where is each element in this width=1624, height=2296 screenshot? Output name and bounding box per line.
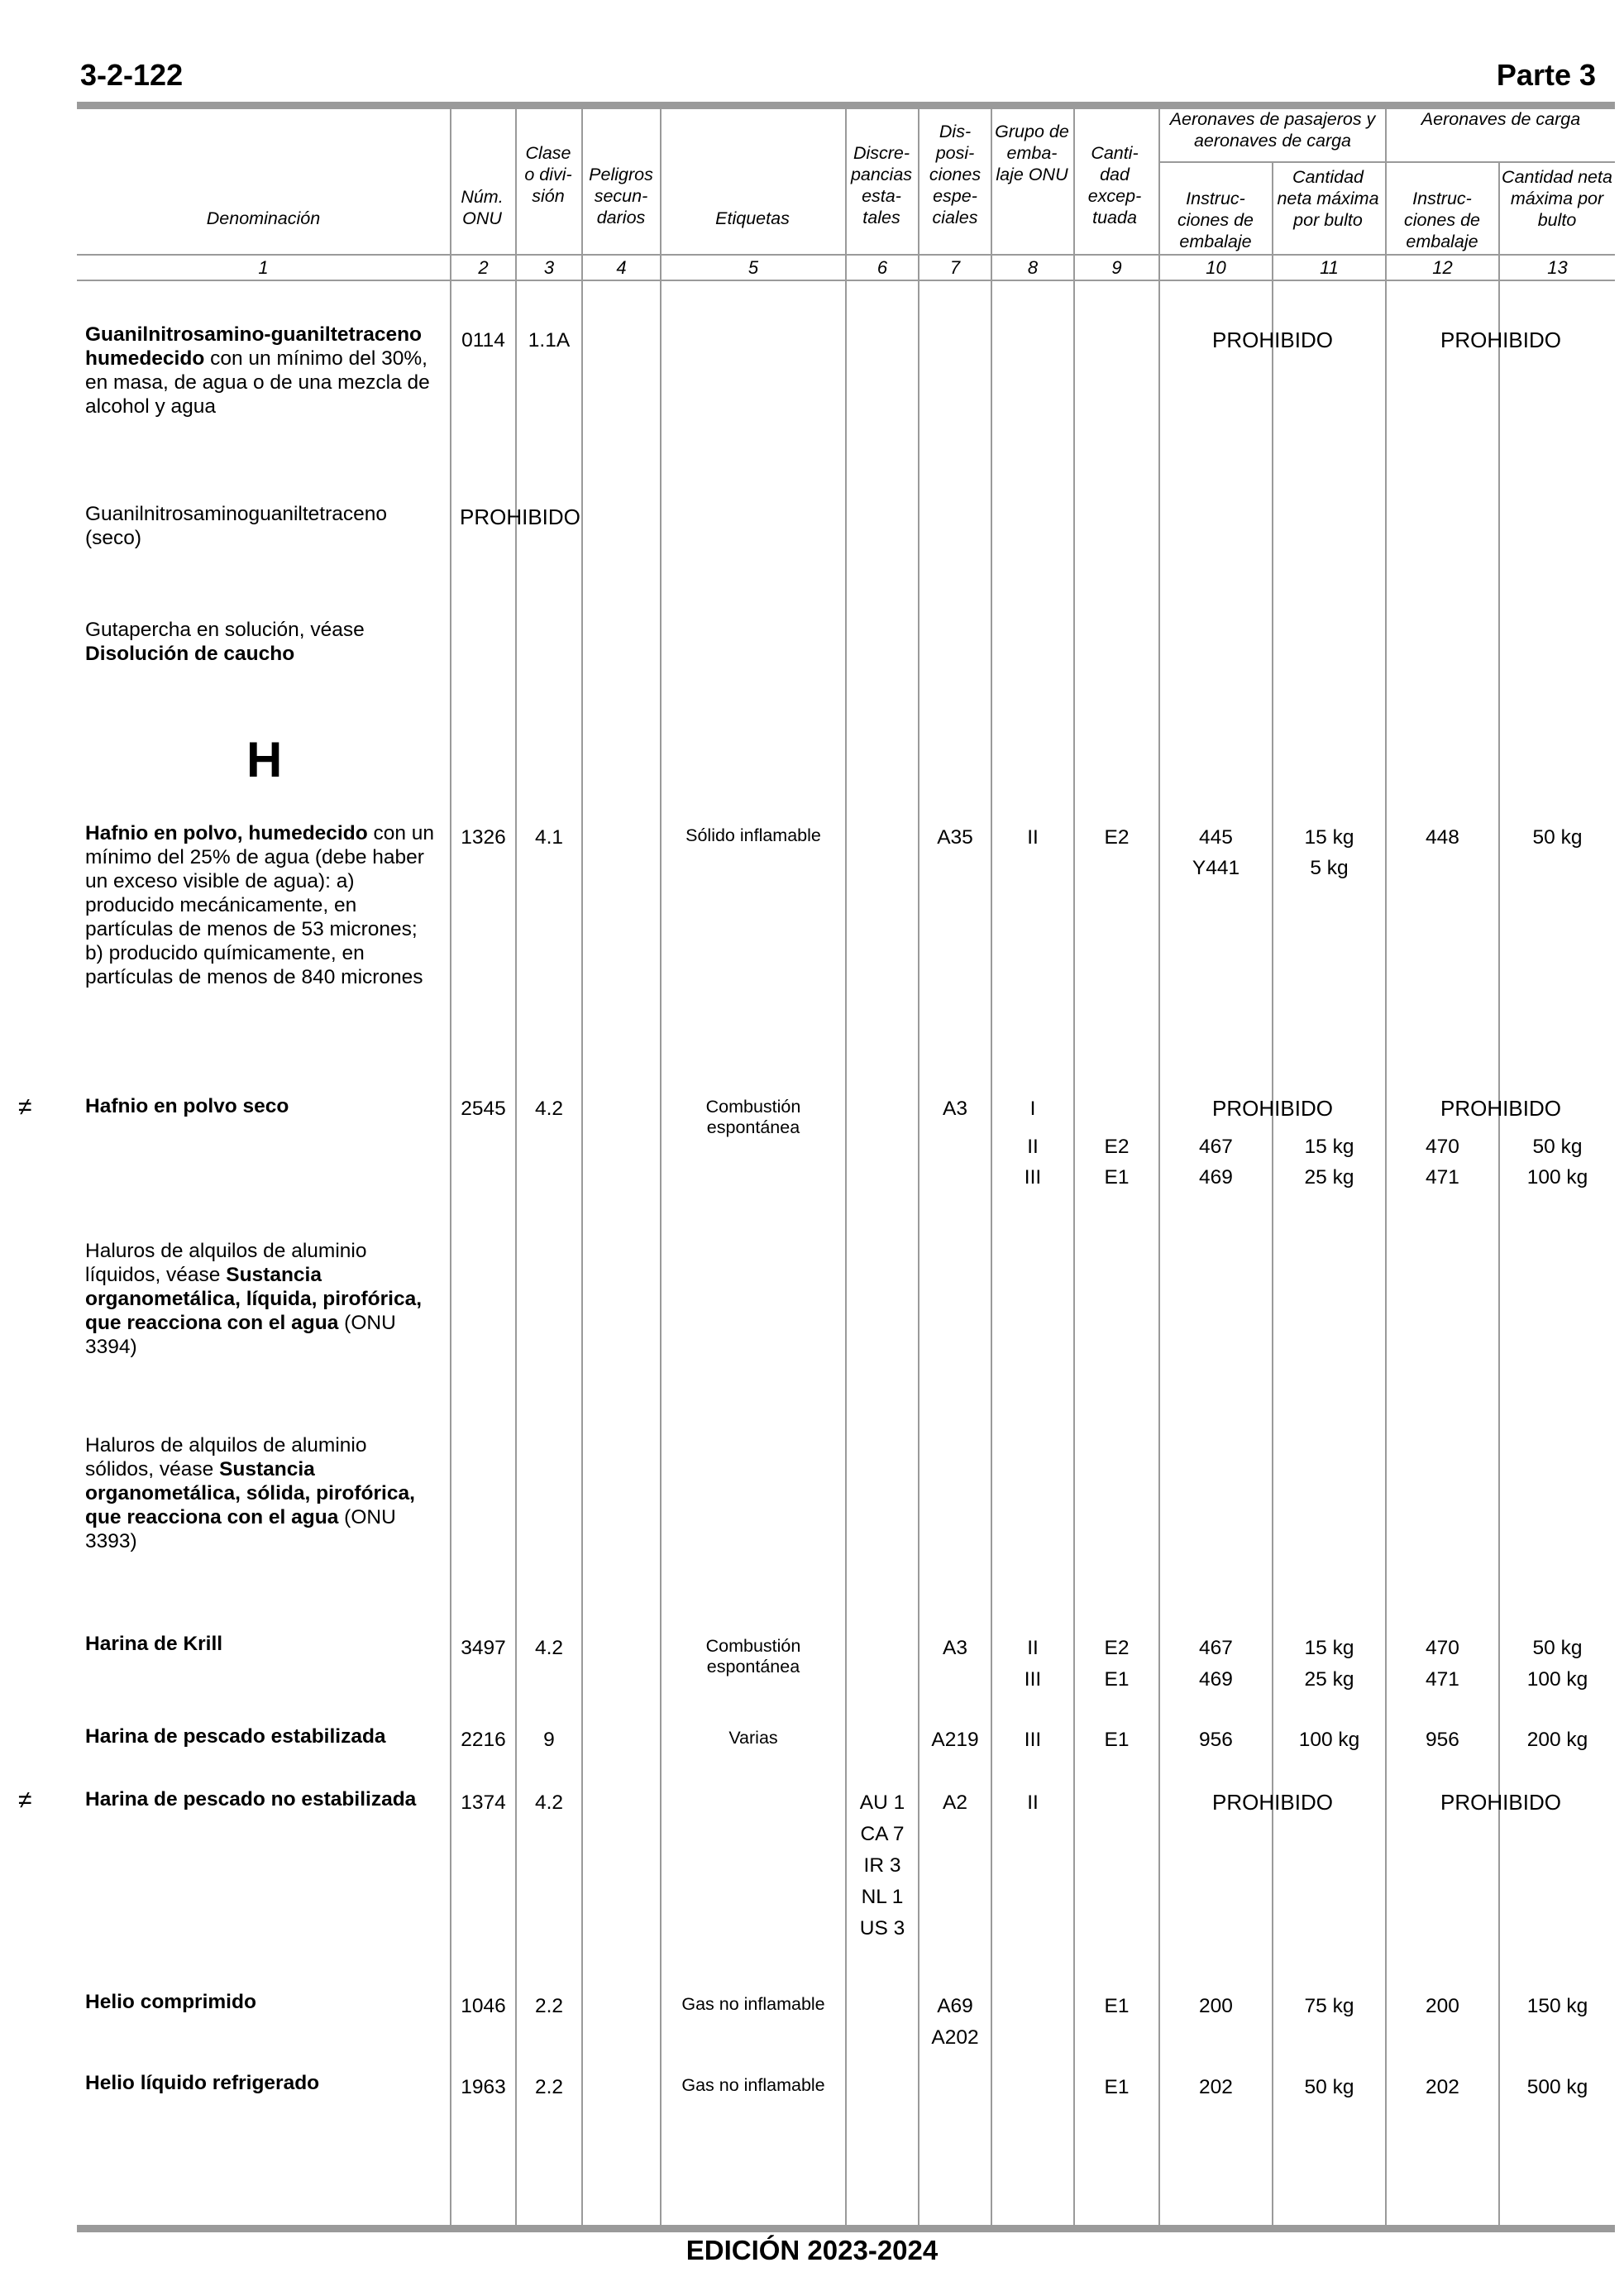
- row-class: 4.2: [534, 1637, 564, 1659]
- row-special-provision: A3: [943, 1098, 967, 1120]
- column-number: 7: [949, 257, 961, 278]
- row-cargo-instruction: 471: [1426, 1166, 1459, 1189]
- row-excepted-qty: E2: [1104, 1637, 1130, 1659]
- row-discrepancy: NL 1: [861, 1886, 904, 1908]
- row-un-number: 3497: [461, 1637, 506, 1659]
- row-special-provision: A69: [937, 1995, 973, 2017]
- row-cargo-quantity: 200 kg: [1526, 1729, 1588, 1751]
- row-prohibited: PROHIBIDO: [460, 505, 580, 529]
- row-label: Gas no inflamable: [681, 1994, 825, 2014]
- col-divider: [515, 106, 517, 2227]
- row-class: 1.1A: [528, 329, 571, 352]
- row-packing-group: I: [1029, 1098, 1036, 1120]
- column-number: 6: [876, 257, 888, 278]
- row-excepted-qty: E1: [1104, 1166, 1130, 1189]
- row-discrepancy: AU 1: [859, 1791, 905, 1814]
- row-pax-prohibited: PROHIBIDO: [1212, 328, 1333, 352]
- header-cantidad-neta-carga: Cantidad neta máxima por bulto: [1502, 167, 1612, 230]
- edition-footer: EDICIÓN 2023-2024: [685, 2235, 939, 2265]
- row-un-number: 1326: [461, 826, 506, 849]
- row-class: 4.1: [534, 826, 564, 849]
- row-denominacion: Harina de pescado no estabilizada: [85, 1788, 417, 1810]
- header-aeronaves-pasajeros: Aeronaves de pasajeros y aeronaves de carga: [1169, 109, 1376, 151]
- header-discrepancias: Discre- pancias esta- tales: [850, 143, 913, 227]
- column-number: 13: [1547, 257, 1568, 278]
- part-title: Parte 3: [1496, 58, 1596, 92]
- row-pax-instruction: 467: [1199, 1637, 1233, 1659]
- change-mark: ≠: [18, 1093, 32, 1121]
- row-pax-prohibited: PROHIBIDO: [1212, 1096, 1333, 1121]
- col-divider: [918, 106, 919, 2227]
- row-packing-group: II: [1027, 1637, 1039, 1659]
- row-excepted-qty: E1: [1104, 2076, 1130, 2098]
- row-denominacion: Hafnio en polvo, humedecido con un mínimo del 25% de agua (debe haber un exceso visible de agua): a) producido mecánicamente, en partículas de menos de 53 micrones; b) producido químicamente, en partículas de menos de 840 micrones: [85, 822, 435, 988]
- row-denominacion: Guanilnitrosamino-guaniltetraceno humedecido con un mínimo del 30%, en masa, de agua o de una mezcla de alcohol y agua: [85, 323, 430, 418]
- row-cargo-quantity: 50 kg: [1532, 826, 1583, 849]
- row-cargo-quantity: 50 kg: [1532, 1136, 1583, 1158]
- row-excepted-qty: E2: [1104, 826, 1130, 849]
- row-un-number: 1963: [461, 2076, 506, 2098]
- header-disposiciones: Dis- posi- ciones espe- ciales: [929, 122, 982, 227]
- header-denominacion: Denominación: [206, 208, 321, 228]
- col-divider: [660, 106, 662, 2227]
- row-pax-instruction: Y441: [1192, 857, 1240, 879]
- row-class: 9: [543, 1729, 555, 1751]
- row-pax-instruction: 467: [1199, 1136, 1233, 1158]
- row-pax-quantity: 15 kg: [1304, 1136, 1354, 1158]
- column-number: 12: [1432, 257, 1453, 278]
- row-cargo-quantity: 500 kg: [1526, 2076, 1588, 2098]
- row-discrepancy: CA 7: [860, 1823, 905, 1845]
- row-pax-quantity: 15 kg: [1304, 1637, 1354, 1659]
- row-pax-instruction: 469: [1199, 1166, 1233, 1189]
- page-number: 3-2-122: [80, 58, 184, 92]
- row-cargo-instruction: 470: [1426, 1637, 1459, 1659]
- row-cargo-quantity: 150 kg: [1526, 1995, 1588, 2017]
- row-label: Combustión espontánea: [705, 1097, 801, 1137]
- row-pax-instruction: 445: [1199, 826, 1233, 849]
- row-cargo-instruction: 448: [1426, 826, 1459, 849]
- row-cargo-instruction: 470: [1426, 1136, 1459, 1158]
- change-mark: ≠: [18, 1787, 32, 1814]
- row-class: 4.2: [534, 1791, 564, 1814]
- row-cargo-instruction: 200: [1426, 1995, 1459, 2017]
- column-number: 1: [258, 257, 269, 278]
- row-denominacion: Haluros de alquilos de aluminio líquidos, véase Sustancia organometálica, líquida, pirofórica, que reacciona con el agua (ONU 3394): [85, 1240, 423, 1358]
- row-cargo-quantity: 100 kg: [1526, 1668, 1588, 1691]
- row-special-provision: A219: [931, 1729, 979, 1751]
- header-clase: Clase o divi- sión: [524, 143, 572, 206]
- row-denominacion: Haluros de alquilos de aluminio sólidos, véase Sustancia organometálica, sólida, pirofórica, que reacciona con el agua (ONU 3393): [85, 1434, 415, 1552]
- row-denominacion: Helio comprimido: [85, 1991, 256, 2013]
- header-aeronaves-carga: Aeronaves de carga: [1421, 109, 1581, 129]
- row-denominacion: Guanilnitrosaminoguaniltetraceno (seco): [85, 503, 387, 549]
- column-number: 4: [616, 257, 627, 278]
- row-packing-group: II: [1027, 1791, 1039, 1814]
- row-packing-group: III: [1024, 1166, 1042, 1189]
- row-pax-instruction: 202: [1199, 2076, 1233, 2098]
- column-number: 11: [1320, 257, 1339, 278]
- row-pax-quantity: 25 kg: [1304, 1166, 1354, 1189]
- section-letter: H: [246, 732, 283, 787]
- row-pax-instruction: 469: [1199, 1668, 1233, 1691]
- column-number: 2: [478, 257, 489, 278]
- row-cargo-instruction: 956: [1426, 1729, 1459, 1751]
- row-pax-instruction: 200: [1199, 1995, 1233, 2017]
- row-special-provision: A202: [931, 2026, 979, 2049]
- row-un-number: 0114: [461, 329, 505, 352]
- row-excepted-qty: E1: [1104, 1729, 1130, 1751]
- row-discrepancy: IR 3: [863, 1854, 901, 1877]
- row-cargo-instruction: 202: [1426, 2076, 1459, 2098]
- col-divider: [581, 106, 583, 2227]
- row-cargo-quantity: 50 kg: [1532, 1637, 1583, 1659]
- row-pax-quantity: 50 kg: [1304, 2076, 1354, 2098]
- row-discrepancy: US 3: [859, 1917, 905, 1940]
- header-cantidad: Canti- dad excep- tuada: [1087, 143, 1142, 227]
- row-excepted-qty: E1: [1104, 1668, 1130, 1691]
- row-class: 2.2: [534, 2076, 564, 2098]
- row-pax-prohibited: PROHIBIDO: [1212, 1790, 1333, 1815]
- row-label: Sólido inflamable: [685, 825, 821, 845]
- row-packing-group: II: [1027, 826, 1039, 849]
- header-etiquetas: Etiquetas: [715, 208, 790, 228]
- row-excepted-qty: E1: [1104, 1995, 1130, 2017]
- row-special-provision: A2: [943, 1791, 967, 1814]
- aircraft-header-rule: [1160, 161, 1615, 163]
- column-number: 3: [543, 257, 555, 278]
- row-packing-group: II: [1027, 1136, 1039, 1158]
- header-peligros: Peligros secun- darios: [589, 165, 653, 227]
- row-label: Combustión espontánea: [705, 1636, 801, 1677]
- row-excepted-qty: E2: [1104, 1136, 1130, 1158]
- row-label: Varias: [728, 1728, 778, 1748]
- bottom-rule: [77, 2225, 1615, 2232]
- row-label: Gas no inflamable: [681, 2075, 825, 2095]
- row-un-number: 2545: [461, 1098, 506, 1120]
- row-cargo-prohibited: PROHIBIDO: [1440, 328, 1561, 352]
- header-grupo: Grupo de emba- laje ONU: [995, 122, 1069, 184]
- row-cargo-prohibited: PROHIBIDO: [1440, 1096, 1561, 1121]
- row-special-provision: A3: [943, 1637, 967, 1659]
- row-pax-quantity: 25 kg: [1304, 1668, 1354, 1691]
- row-denominacion: Helio líquido refrigerado: [85, 2072, 320, 2094]
- row-cargo-quantity: 100 kg: [1526, 1166, 1588, 1189]
- header-instrucciones-pax: Instruc- ciones de embalaje: [1177, 189, 1254, 251]
- row-un-number: 1374: [461, 1791, 506, 1814]
- row-pax-quantity: 5 kg: [1310, 857, 1349, 879]
- column-number: 8: [1027, 257, 1039, 278]
- row-class: 4.2: [534, 1098, 564, 1120]
- row-packing-group: III: [1024, 1729, 1042, 1751]
- row-pax-quantity: 75 kg: [1304, 1995, 1354, 2017]
- column-number: 10: [1206, 257, 1226, 278]
- header-cantidad-neta-pax: Cantidad neta máxima por bulto: [1277, 167, 1379, 230]
- row-pax-instruction: 956: [1199, 1729, 1233, 1751]
- col-divider: [450, 106, 451, 2227]
- row-un-number: 2216: [461, 1729, 506, 1751]
- row-un-number: 1046: [461, 1995, 506, 2017]
- row-special-provision: A35: [937, 826, 973, 849]
- row-cargo-prohibited: PROHIBIDO: [1440, 1790, 1561, 1815]
- column-number: 5: [748, 257, 759, 278]
- header-instrucciones-carga: Instruc- ciones de embalaje: [1403, 189, 1481, 251]
- row-class: 2.2: [534, 1995, 564, 2017]
- row-pax-quantity: 15 kg: [1304, 826, 1354, 849]
- col-divider: [1272, 161, 1273, 2227]
- row-denominacion: Hafnio en polvo seco: [85, 1095, 289, 1117]
- header-num-onu: Núm. ONU: [461, 187, 504, 228]
- col-divider: [1498, 161, 1500, 2227]
- row-denominacion: Gutapercha en solución, véase Disolución de caucho: [85, 619, 365, 665]
- column-number: 9: [1111, 257, 1122, 278]
- row-denominacion: Harina de pescado estabilizada: [85, 1725, 386, 1748]
- row-cargo-instruction: 471: [1426, 1668, 1459, 1691]
- row-packing-group: III: [1024, 1668, 1042, 1691]
- row-pax-quantity: 100 kg: [1298, 1729, 1360, 1751]
- row-denominacion: Harina de Krill: [85, 1633, 223, 1655]
